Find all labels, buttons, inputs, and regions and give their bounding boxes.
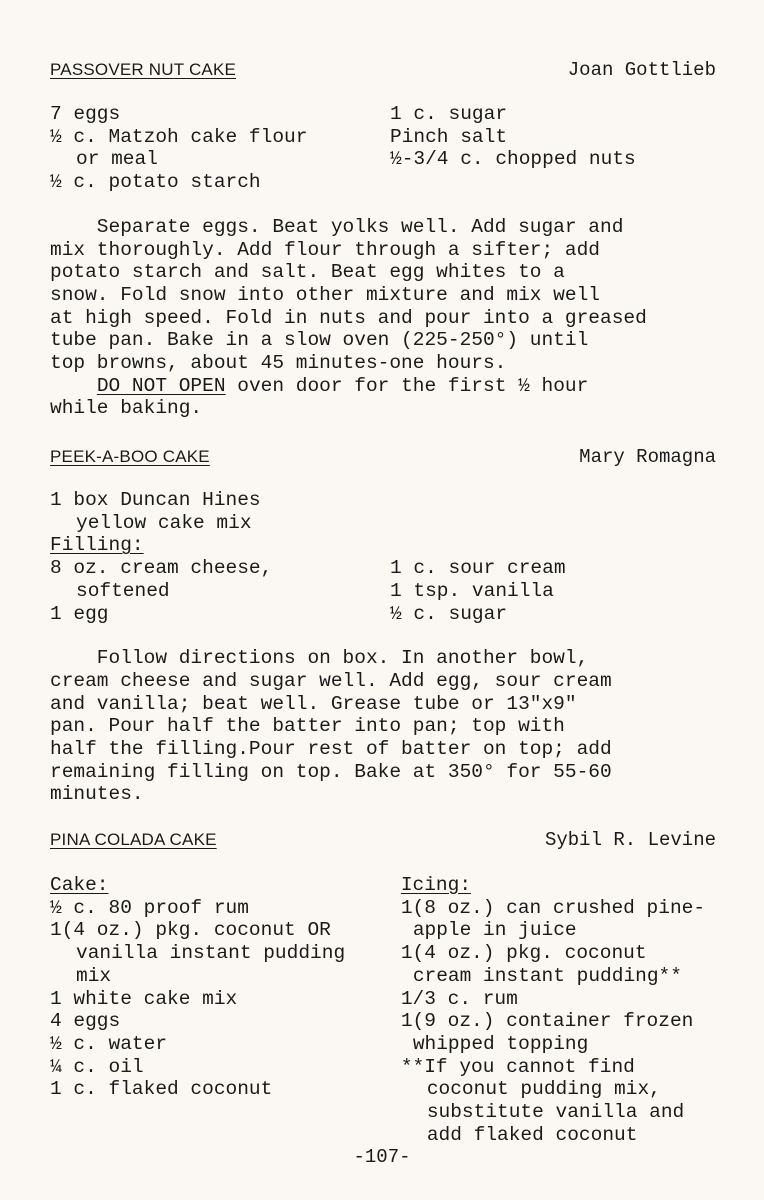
ingredient-columns	[50, 874, 726, 1146]
note: add flaked coconut	[426, 1123, 638, 1146]
ingredient: ½ c. sugar	[390, 602, 508, 625]
ingredient: mix	[76, 964, 112, 987]
direction-line: cream cheese and sugar well. Add egg, sour cream	[50, 669, 612, 692]
ingredient: whipped topping	[412, 1032, 589, 1055]
ingredient: apple in juice	[412, 919, 577, 942]
direction-line: potato starch and salt. Beat egg whites to a	[50, 261, 565, 284]
filling-label: Filling:	[50, 534, 144, 557]
ingredient: 1 c. sugar	[390, 103, 508, 125]
recipe-peek-a-boo-cake	[50, 445, 726, 806]
ingredient: ¼ c. oil	[50, 1055, 144, 1078]
ingredient: 1 tsp. vanilla	[390, 579, 554, 602]
ingredient: ½ c. potato starch	[50, 171, 261, 194]
cake-label: Cake:	[50, 874, 109, 896]
note: substitute vanilla and	[426, 1101, 685, 1124]
cake-ingredients	[50, 874, 401, 1146]
ingredient: ½ c. water	[50, 1032, 168, 1055]
direction-line: Separate eggs. Beat yolks well. Add sugar and	[50, 215, 624, 238]
ingredient: 1(8 oz.) can crushed pine-	[400, 896, 706, 919]
direction-line: while baking.	[50, 397, 203, 420]
direction-line: Follow directions on box. In another bowl,	[50, 647, 589, 670]
ingredient-list	[50, 489, 726, 625]
recipe-title: PEEK-A-BOO CAKE	[50, 447, 210, 466]
ingredient: yellow cake mix	[76, 511, 252, 534]
directions	[50, 647, 726, 806]
note: **If you cannot find	[400, 1055, 635, 1078]
recipe-author: Mary Romagna	[579, 446, 716, 468]
ingredient-list	[50, 103, 726, 194]
do-not-open-text: DO NOT OPEN	[96, 374, 226, 397]
ingredient: ½ c. 80 proof rum	[50, 896, 249, 919]
ingredient: 1/3 c. rum	[400, 987, 518, 1010]
ingredient: 1(4 oz.) pkg. coconut OR	[50, 919, 331, 942]
direction-line: tube pan. Bake in a slow oven (225-250°) until	[50, 329, 589, 352]
direction-line: pan. Pour half the batter into pan; top with	[50, 715, 565, 738]
warning-text: oven door for the first ½ hour	[225, 374, 589, 397]
recipe-title: PASSOVER NUT CAKE	[50, 60, 237, 79]
recipe-pina-colada-cake	[50, 828, 726, 1146]
ingredient: softened	[76, 579, 170, 602]
ingredient: 1 c. flaked coconut	[50, 1078, 273, 1101]
direction-line: minutes.	[50, 783, 144, 806]
icing-label: Icing:	[400, 874, 472, 896]
ingredient: vanilla instant pudding	[76, 942, 346, 965]
recipe-author: Sybil R. Levine	[544, 829, 716, 851]
direction-line: snow. Fold snow into other mixture and mix well	[50, 283, 600, 306]
ingredient: 7 eggs	[50, 103, 121, 125]
ingredient: 1(4 oz.) pkg. coconut	[400, 942, 647, 965]
ingredient: or meal	[76, 148, 158, 171]
ingredient: 8 oz. cream cheese,	[50, 557, 273, 580]
direction-line: half the filling.Pour rest of batter on top; add	[50, 738, 612, 761]
ingredient: 1 c. sour cream	[390, 557, 566, 580]
ingredient: 1(9 oz.) container frozen	[400, 1010, 694, 1033]
directions	[50, 216, 726, 420]
ingredient: cream instant pudding**	[412, 964, 682, 987]
ingredient: ½-3/4 c. chopped nuts	[390, 148, 636, 171]
note: coconut pudding mix,	[426, 1078, 661, 1101]
recipe-author: Joan Gottlieb	[567, 59, 716, 81]
ingredient: ½ c. Matzoh cake flour	[50, 125, 308, 148]
ingredient: 1 egg	[50, 602, 109, 625]
warning-line	[50, 375, 726, 398]
ingredient: Pinch salt	[390, 125, 508, 148]
page-number: -107-	[353, 1146, 411, 1168]
direction-line: and vanilla; beat well. Grease tube or 13"x9"	[50, 692, 577, 715]
direction-line: at high speed. Fold in nuts and pour into a greased	[50, 306, 647, 329]
ingredient: 1 box Duncan Hines	[50, 489, 261, 511]
recipe-passover-nut-cake	[50, 58, 726, 420]
direction-line: top browns, about 45 minutes-one hours.	[50, 352, 507, 375]
direction-line: remaining filling on top. Bake at 350° for 55-60	[50, 760, 612, 783]
recipe-title: PINA COLADA CAKE	[50, 830, 217, 849]
ingredient: 4 eggs	[50, 1010, 121, 1033]
direction-line: mix thoroughly. Add flour through a sifter; add	[50, 238, 600, 261]
icing-ingredients	[401, 874, 726, 1146]
ingredient: 1 white cake mix	[50, 987, 238, 1010]
